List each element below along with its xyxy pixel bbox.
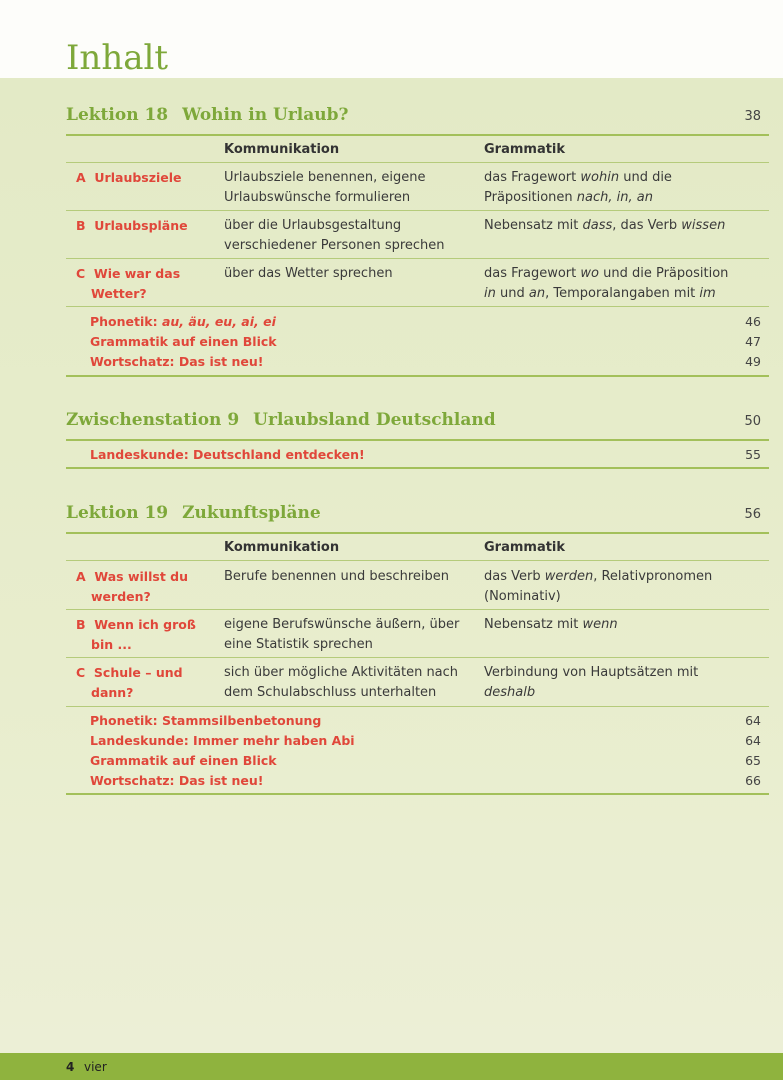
section-b-label: B Urlaubspläne <box>76 218 188 233</box>
section-a-label: A Was willst du werden? <box>76 569 188 604</box>
section-a-kommunikation: Berufe benennen und beschreiben <box>224 569 449 584</box>
extra-landeskunde: Landeskunde: Immer mehr haben Abi <box>90 733 355 748</box>
section-a-grammatik: das Fragewort wohin und die Präpositionen nach, in, an <box>484 170 672 205</box>
extra-landeskunde-page: 55 <box>745 447 761 462</box>
lesson-18-title: Wohin in Urlaub? <box>182 105 349 125</box>
section-a-grammatik: das Verb werden, Relativpronomen (Nominativ) <box>484 569 713 604</box>
divider <box>66 657 769 658</box>
section-c-label: C Schule – und dann? <box>76 665 183 700</box>
extra-phonetik: Phonetik: au, äu, eu, ai, ei <box>90 314 276 329</box>
section-b-grammatik: Nebensatz mit dass, das Verb wissen <box>484 218 726 233</box>
column-header-grammatik: Grammatik <box>484 142 566 157</box>
extra-phonetik-page: 46 <box>745 314 761 329</box>
section-b-grammatik: Nebensatz mit wenn <box>484 617 618 632</box>
column-header-kommunikation: Kommunikation <box>224 142 340 157</box>
divider <box>66 467 769 469</box>
extra-wortschatz: Wortschatz: Das ist neu! <box>90 354 264 369</box>
station-9-heading <box>66 410 496 430</box>
footer-page-number: 4 <box>66 1060 75 1074</box>
section-c-label: C Wie war das Wetter? <box>76 266 181 301</box>
section-c-grammatik: Verbindung von Hauptsätzen mit deshalb <box>484 665 699 700</box>
section-c-grammatik: das Fragewort wo und die Präposition in und an, Temporalangaben mit im <box>484 266 729 301</box>
divider <box>66 258 769 259</box>
station-9-title: Urlaubsland Deutschland <box>253 410 496 430</box>
divider <box>66 162 769 163</box>
column-header-grammatik: Grammatik <box>484 540 566 555</box>
section-c-kommunikation: über das Wetter sprechen <box>224 266 393 281</box>
lesson-18-page: 38 <box>744 109 761 124</box>
station-9-page: 50 <box>744 414 761 429</box>
page-footer <box>0 1053 783 1080</box>
lesson-19-title: Zukunftspläne <box>182 503 321 523</box>
section-a-kommunikation: Urlaubsziele benennen, eigene Urlaubswünsche formulieren <box>224 170 426 205</box>
station-9-number: Zwischenstation 9 <box>66 410 240 430</box>
section-b-kommunikation: über die Urlaubsgestaltung verschiedener Personen sprechen <box>224 218 445 253</box>
divider <box>66 706 769 707</box>
extra-wortschatz-page: 49 <box>745 354 761 369</box>
extra-landeskunde-page: 64 <box>745 733 761 748</box>
section-b-label: B Wenn ich groß bin ... <box>76 617 196 652</box>
extra-wortschatz-page: 66 <box>745 773 761 788</box>
extra-grammatik-page: 47 <box>745 334 761 349</box>
extra-wortschatz: Wortschatz: Das ist neu! <box>90 773 264 788</box>
divider <box>66 134 769 136</box>
footer-page-word: vier <box>84 1060 107 1074</box>
extra-grammatik: Grammatik auf einen Blick <box>90 753 277 768</box>
page-title: Inhalt <box>66 38 169 78</box>
divider <box>66 532 769 534</box>
divider <box>66 609 769 610</box>
extra-grammatik: Grammatik auf einen Blick <box>90 334 277 349</box>
lesson-19-heading <box>66 503 321 523</box>
divider <box>66 560 769 561</box>
divider <box>66 375 769 377</box>
lesson-19-number: Lektion 19 <box>66 503 169 523</box>
section-c-kommunikation: sich über mögliche Aktivitäten nach dem Schulabschluss unterhalten <box>224 665 459 700</box>
divider <box>66 306 769 307</box>
section-a-label: A Urlaubsziele <box>76 170 182 185</box>
column-header-kommunikation: Kommunikation <box>224 540 340 555</box>
lesson-18-number: Lektion 18 <box>66 105 169 125</box>
extra-phonetik-page: 64 <box>745 713 761 728</box>
lesson-18-heading <box>66 105 348 125</box>
lesson-19-page: 56 <box>744 507 761 522</box>
divider <box>66 210 769 211</box>
divider <box>66 793 769 795</box>
extra-landeskunde: Landeskunde: Deutschland entdecken! <box>90 447 365 462</box>
extra-phonetik: Phonetik: Stammsilbenbetonung <box>90 713 322 728</box>
divider <box>66 439 769 441</box>
section-b-kommunikation: eigene Berufswünsche äußern, über eine Statistik sprechen <box>224 617 460 652</box>
extra-grammatik-page: 65 <box>745 753 761 768</box>
